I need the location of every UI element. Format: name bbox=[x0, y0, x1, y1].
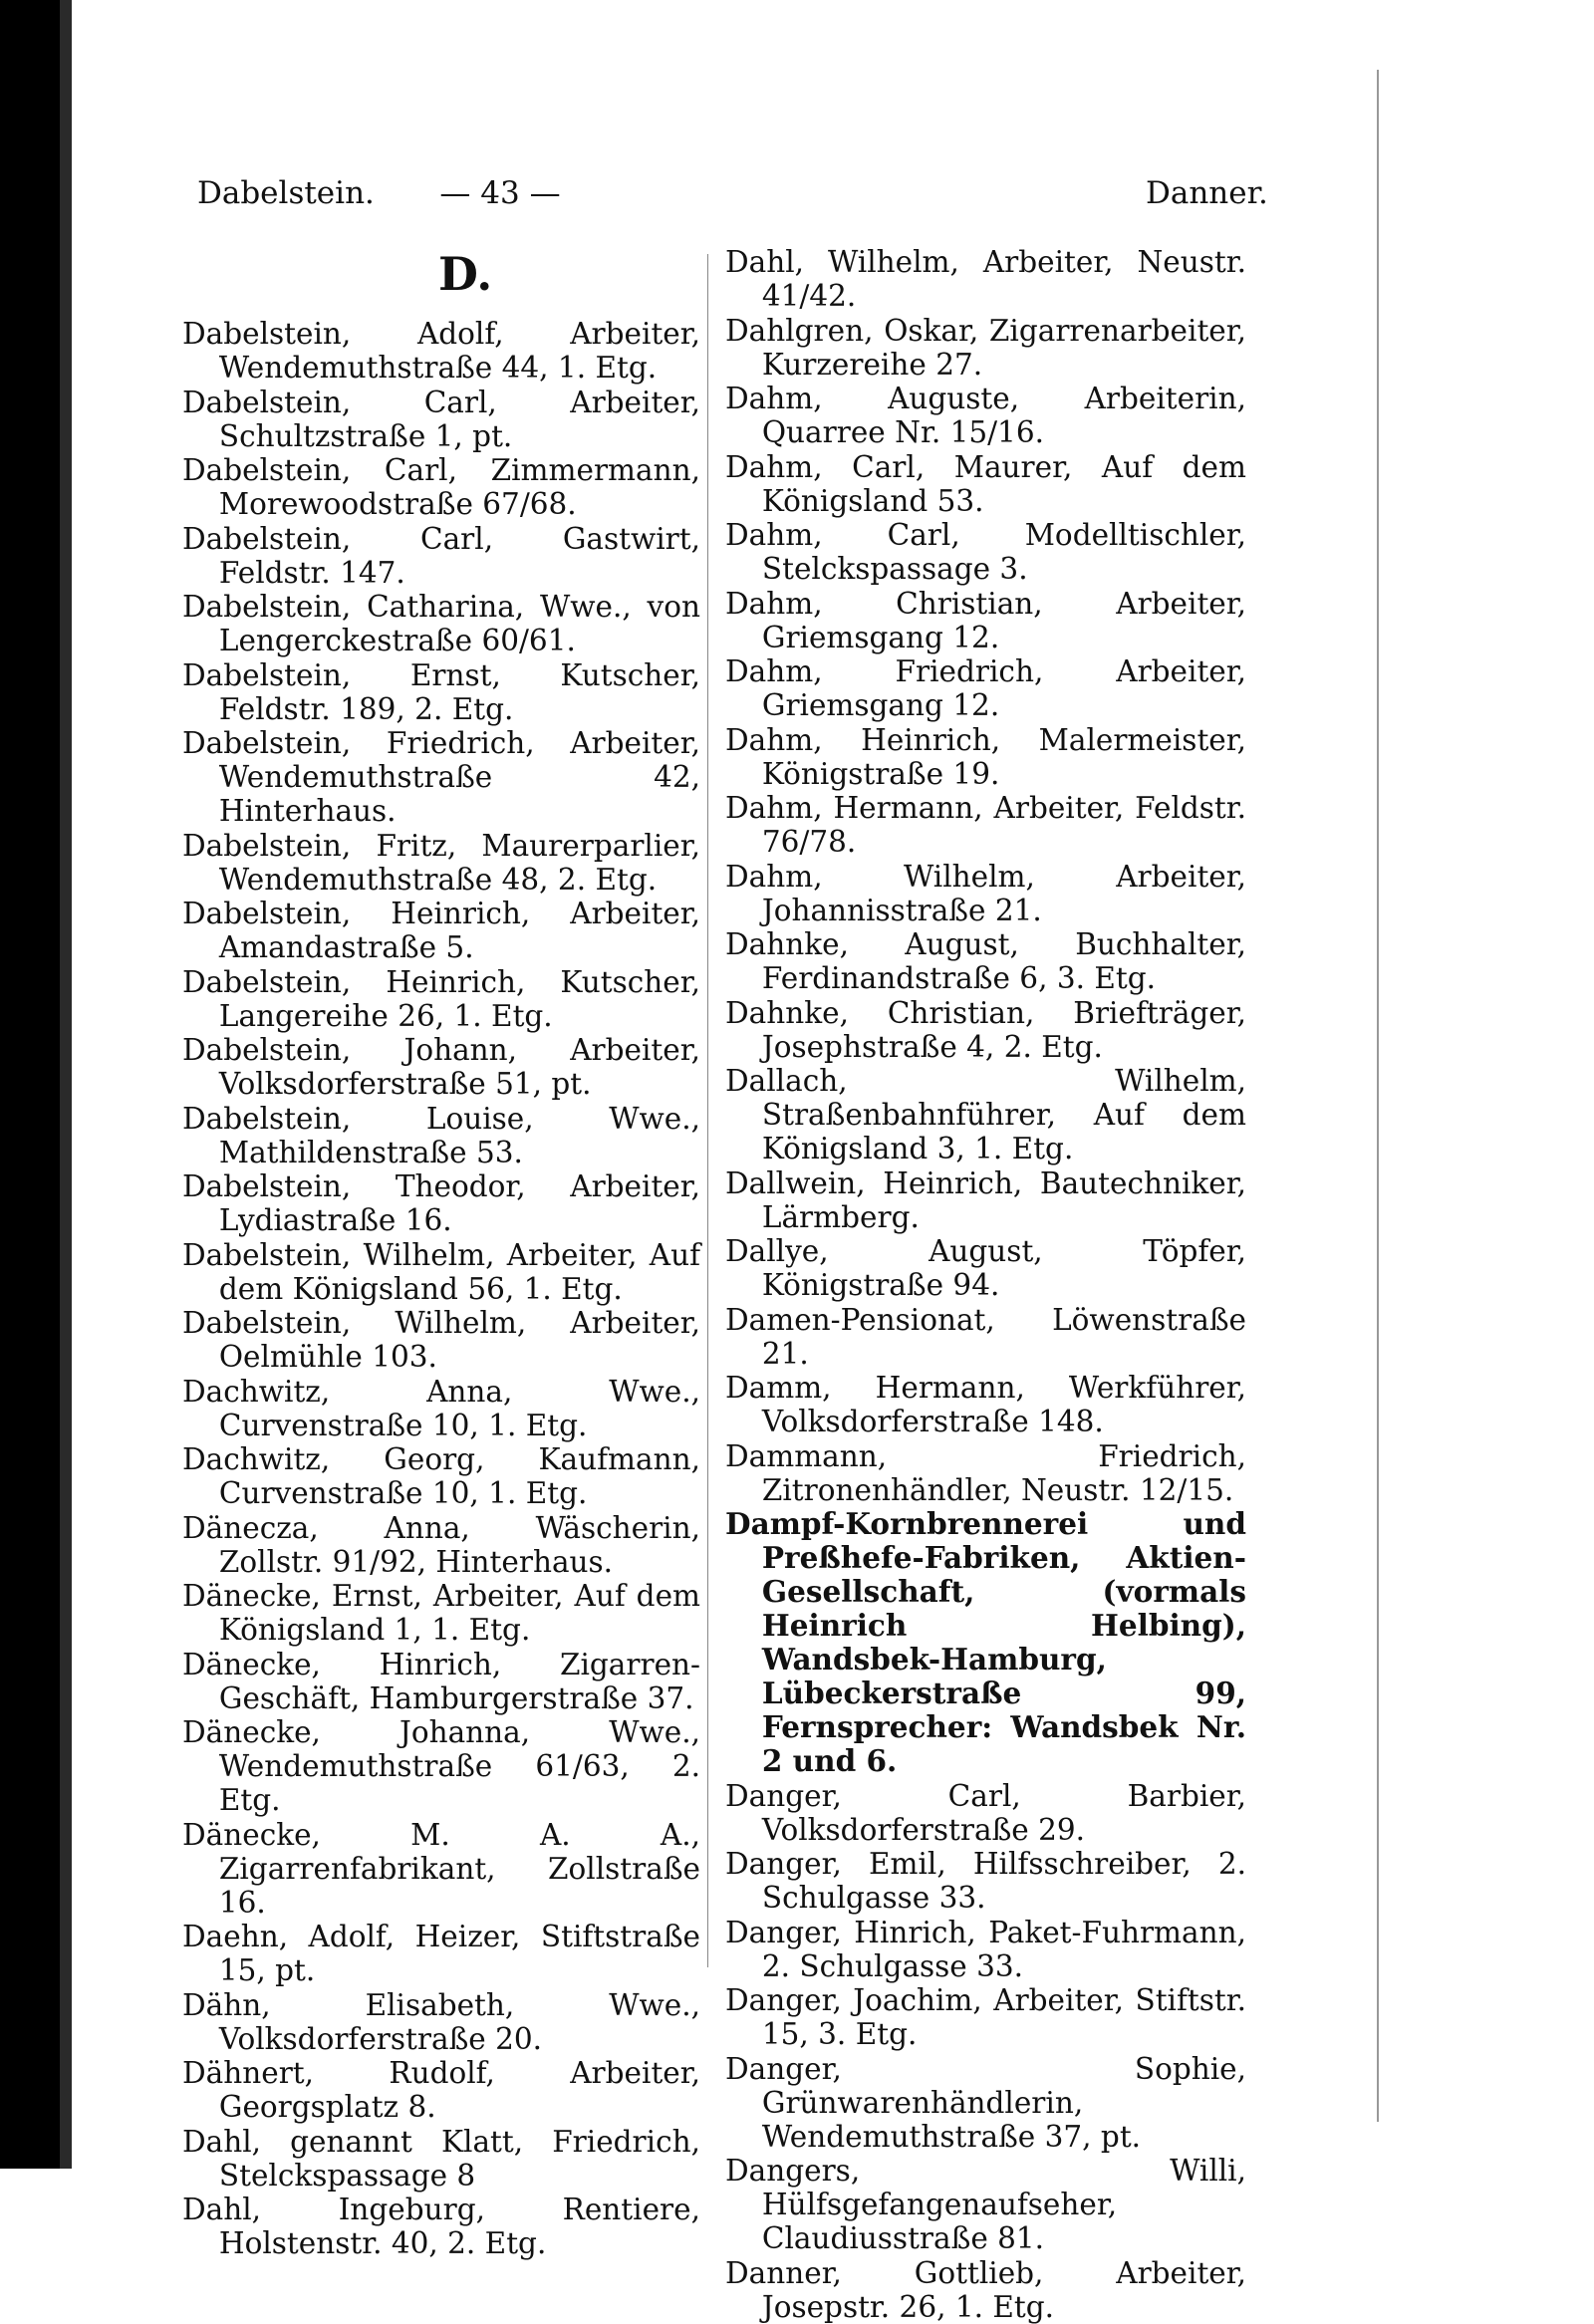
directory-entry-advert: Dampf-Kornbrennerei und Preßhefe-Fabriken, Aktien-Gesellschaft, (vormals Heinrich Helbing), Wandsbek-Hamburg, Lübeckerstraße 99, Fernsprecher: Wandsbek Nr. 2 und 6. bbox=[725, 1506, 1246, 1778]
directory-entry: Danger, Carl, Barbier, Volksdorferstraße 29. bbox=[725, 1778, 1246, 1847]
directory-entry: Dahm, Friedrich, Arbeiter, Griemsgang 12. bbox=[725, 654, 1246, 722]
directory-entry: Dabelstein, Theodor, Arbeiter, Lydiastraße 16. bbox=[182, 1169, 700, 1237]
directory-entry: Dallwein, Heinrich, Bautechniker, Lärmberg. bbox=[725, 1165, 1246, 1234]
directory-entry: Dallye, August, Töpfer, Königstraße 94. bbox=[725, 1234, 1246, 1302]
page-fold-line bbox=[1377, 70, 1379, 2122]
directory-entry: Dabelstein, Adolf, Arbeiter, Wendemuthstraße 44, 1. Etg. bbox=[182, 317, 700, 385]
header-last-name: Danner. bbox=[1146, 175, 1268, 211]
directory-entry: Dahm, Wilhelm, Arbeiter, Johannisstraße 21. bbox=[725, 859, 1246, 927]
directory-entry: Danger, Hinrich, Paket-Fuhrmann, 2. Schulgasse 33. bbox=[725, 1915, 1246, 1983]
directory-entry: Dachwitz, Georg, Kaufmann, Curvenstraße 10, 1. Etg. bbox=[182, 1442, 700, 1510]
directory-entry: Dabelstein, Catharina, Wwe., von Lengerckestraße 60/61. bbox=[182, 590, 700, 657]
directory-entry: Däneczа, Anna, Wäscherin, Zollstr. 91/92, Hinterhaus. bbox=[182, 1510, 700, 1579]
directory-entry: Dallach, Wilhelm, Straßenbahnführer, Auf dem Königsland 3, 1. Etg. bbox=[725, 1064, 1246, 1165]
right-column bbox=[725, 245, 1246, 2324]
directory-entry: Dahlgren, Oskar, Zigarrenarbeiter, Kurzereihe 27. bbox=[725, 313, 1246, 382]
directory-entry: Dahm, Carl, Maurer, Auf dem Königsland 53. bbox=[725, 449, 1246, 518]
page-edge-shadow bbox=[60, 0, 72, 2169]
directory-entry: Dabelstein, Heinrich, Kutscher, Langereihe 26, 1. Etg. bbox=[182, 964, 700, 1033]
page-edge-dark bbox=[0, 0, 60, 2169]
directory-entry: Dabelstein, Louise, Wwe., Mathildenstraße 53. bbox=[182, 1101, 700, 1169]
running-header bbox=[0, 175, 1594, 215]
directory-entry: Dahm, Heinrich, Malermeister, Königstraße 19. bbox=[725, 722, 1246, 791]
directory-entry: Danger, Emil, Hilfsschreiber, 2. Schulgasse 33. bbox=[725, 1847, 1246, 1915]
directory-entry: Damen-Pensionat, Löwenstraße 21. bbox=[725, 1302, 1246, 1371]
left-column bbox=[182, 317, 700, 2261]
header-first-name: Dabelstein. bbox=[197, 175, 375, 211]
directory-entry: Dammann, Friedrich, Zitronenhändler, Neustr. 12/15. bbox=[725, 1438, 1246, 1507]
directory-entry: Dänecke, Ernst, Arbeiter, Auf dem Königsland 1, 1. Etg. bbox=[182, 1579, 700, 1647]
directory-entry: Dabelstein, Ernst, Kutscher, Feldstr. 189, 2. Etg. bbox=[182, 657, 700, 726]
directory-entry: Dahnke, Christian, Briefträger, Josephstraße 4, 2. Etg. bbox=[725, 995, 1246, 1064]
directory-entry: Danner, Gottlieb, Arbeiter, Josepstr. 26, 1. Etg. bbox=[725, 2255, 1246, 2324]
directory-entry: Dänecke, Hinrich, Zigarren-Geschäft, Hamburgerstraße 37. bbox=[182, 1647, 700, 1715]
directory-entry: Danger, Sophie, Grünwarenhändlerin, Wendemuthstraße 37, pt. bbox=[725, 2051, 1246, 2154]
directory-entry: Dahm, Auguste, Arbeiterin, Quarree Nr. 15/16. bbox=[725, 382, 1246, 449]
directory-entry: Dabelstein, Heinrich, Arbeiter, Amandastraße 5. bbox=[182, 897, 700, 964]
directory-entry: Dahnke, August, Buchhalter, Ferdinandstraße 6, 3. Etg. bbox=[725, 927, 1246, 995]
directory-entry: Dahl, Wilhelm, Arbeiter, Neustr. 41/42. bbox=[725, 245, 1246, 313]
directory-entry: Dänecke, M. A. A., Zigarrenfabrikant, Zollstraße 16. bbox=[182, 1817, 700, 1920]
directory-entry: Dabelstein, Carl, Gastwirt, Feldstr. 147. bbox=[182, 521, 700, 590]
directory-entry: Damm, Hermann, Werkführer, Volksdorferstraße 148. bbox=[725, 1371, 1246, 1438]
directory-entry: Dangers, Willi, Hülfsgefangenaufseher, Claudiusstraße 81. bbox=[725, 2154, 1246, 2255]
directory-entry: Dabelstein, Johann, Arbeiter, Volksdorferstraße 51, pt. bbox=[182, 1033, 700, 1101]
directory-entry: Dabelstein, Friedrich, Arbeiter, Wendemuthstraße 42, Hinterhaus. bbox=[182, 726, 700, 828]
directory-entry: Dabelstein, Carl, Arbeiter, Schultzstraße 1, pt. bbox=[182, 385, 700, 453]
directory-entry: Dänecke, Johanna, Wwe., Wendemuthstraße 61/63, 2. Etg. bbox=[182, 1715, 700, 1817]
directory-entry: Dähnert, Rudolf, Arbeiter, Georgsplatz 8. bbox=[182, 2056, 700, 2124]
directory-entry: Dachwitz, Anna, Wwe., Curvenstraße 10, 1. Etg. bbox=[182, 1374, 700, 1442]
directory-entry: Dahm, Christian, Arbeiter, Griemsgang 12. bbox=[725, 586, 1246, 654]
directory-entry: Dabelstein, Fritz, Maurerparlier, Wendemuthstraße 48, 2. Etg. bbox=[182, 828, 700, 897]
directory-entry: Dahm, Hermann, Arbeiter, Feldstr. 76/78. bbox=[725, 791, 1246, 859]
directory-entry: Dahl, Ingeburg, Rentiere, Holstenstr. 40, 2. Etg. bbox=[182, 2193, 700, 2260]
directory-entry: Dähn, Elisabeth, Wwe., Volksdorferstraße 20. bbox=[182, 1987, 700, 2056]
directory-entry: Dabelstein, Wilhelm, Arbeiter, Auf dem Königsland 56, 1. Etg. bbox=[182, 1237, 700, 1306]
directory-entry: Dabelstein, Carl, Zimmermann, Morewoodstraße 67/68. bbox=[182, 453, 700, 521]
page-number: — 43 — bbox=[439, 175, 561, 211]
directory-entry: Dabelstein, Wilhelm, Arbeiter, Oelmühle 103. bbox=[182, 1306, 700, 1374]
directory-entry: Daehn, Adolf, Heizer, Stiftstraße 15, pt. bbox=[182, 1920, 700, 1987]
directory-entry: Dahl, genannt Klatt, Friedrich, Stelckspassage 8 bbox=[182, 2124, 700, 2193]
section-letter: D. bbox=[438, 247, 493, 301]
directory-entry: Danger, Joachim, Arbeiter, Stiftstr. 15, 3. Etg. bbox=[725, 1983, 1246, 2051]
directory-entry: Dahm, Carl, Modelltischler, Stelckspassage 3. bbox=[725, 518, 1246, 586]
column-divider bbox=[707, 254, 708, 1967]
